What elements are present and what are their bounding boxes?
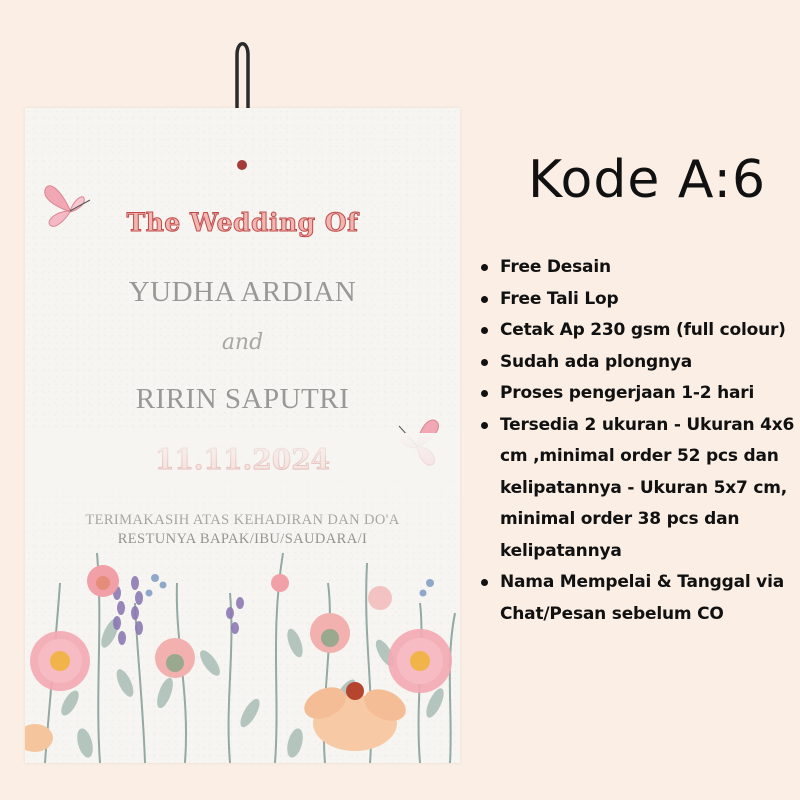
product-code: Kode A:6 <box>528 150 767 210</box>
bride-name: RIRIN SAPUTRI <box>135 383 350 415</box>
card-title: The Wedding Of <box>126 208 359 237</box>
list-item: Free Tali Lop <box>478 284 796 316</box>
list-item: Tersedia 2 ukuran - Ukuran 4x6 cm ,minimal order 52 pcs dan kelipatannya - Ukuran 5x7 cm, minimal order 38 pcs dan kelipatannya <box>478 410 796 568</box>
floral-border <box>25 433 460 763</box>
tag-hole <box>237 160 247 170</box>
list-item: Nama Mempelai & Tanggal via Chat/Pesan sebelum CO <box>478 567 796 630</box>
list-item: Sudah ada plongnya <box>478 347 796 379</box>
invitation-tag-card <box>25 108 460 763</box>
list-item: Free Desain <box>478 252 796 284</box>
feature-list <box>478 252 796 630</box>
groom-name: YUDHA ARDIAN <box>128 276 357 308</box>
connector-text: and <box>221 330 264 355</box>
list-item: Proses pengerjaan 1-2 hari <box>478 378 796 410</box>
list-item: Cetak Ap 230 gsm (full colour) <box>478 315 796 347</box>
